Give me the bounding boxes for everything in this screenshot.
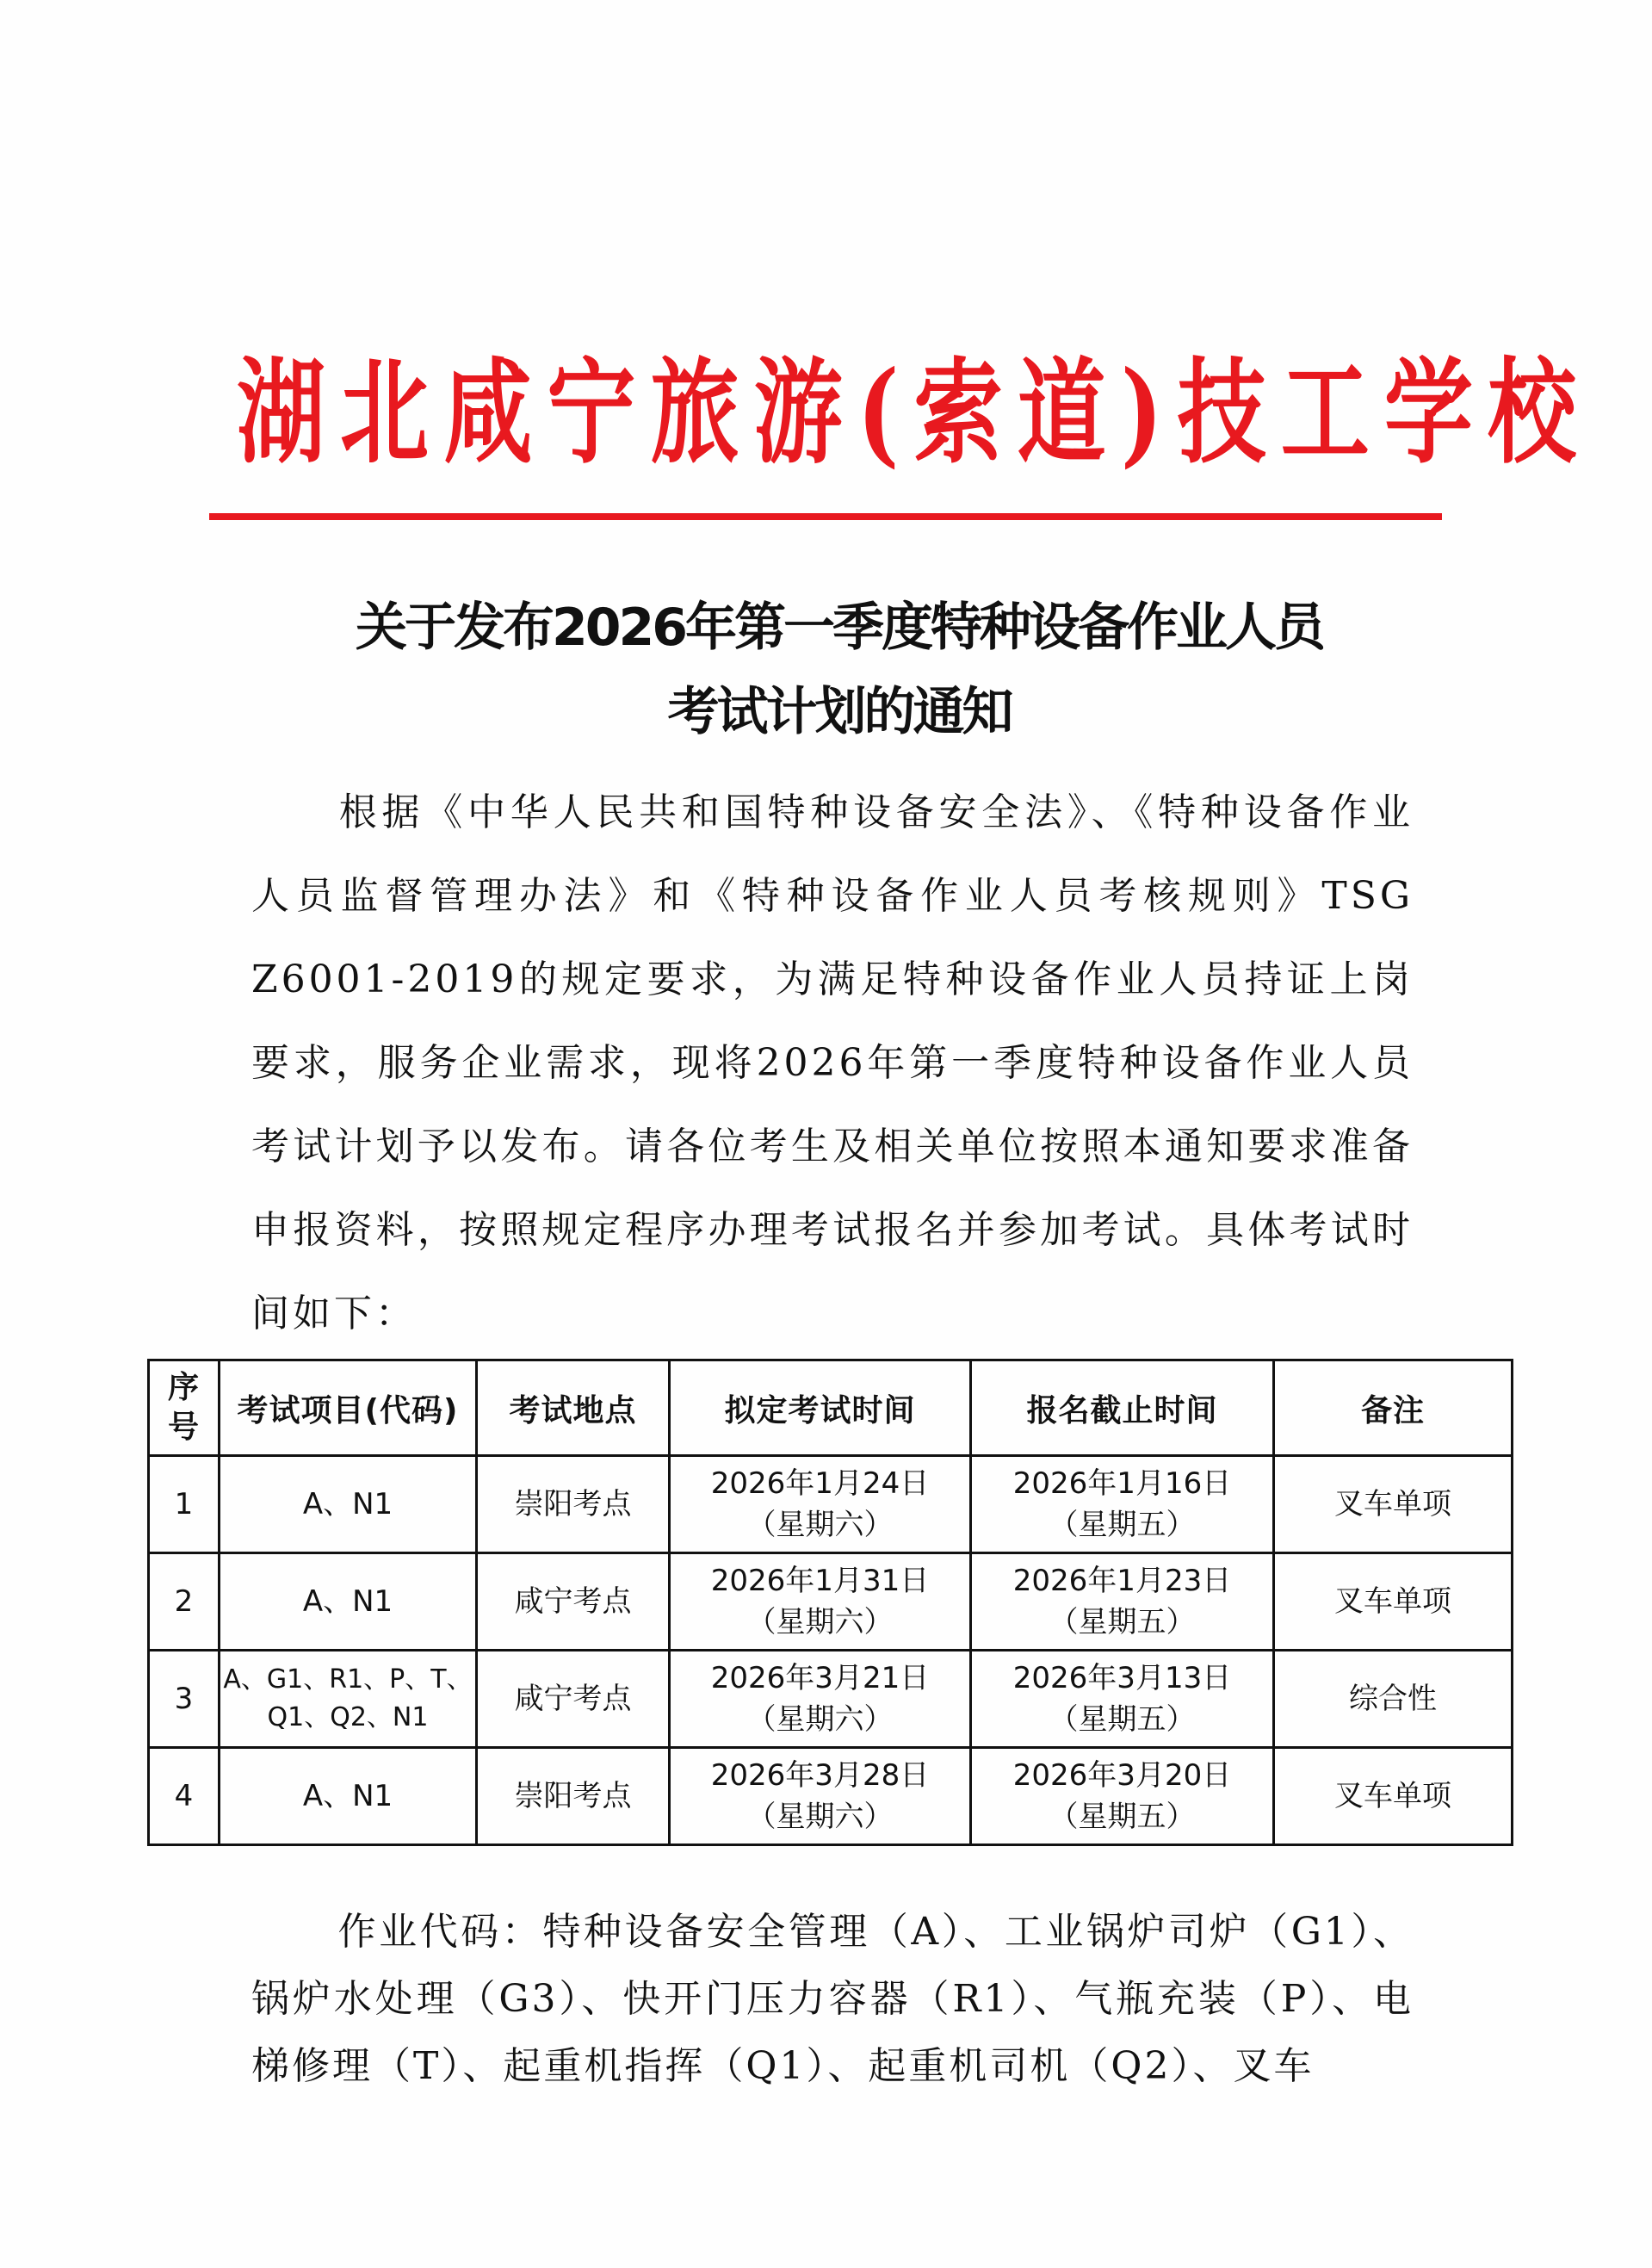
table-row <box>149 1553 1513 1651</box>
row-note: 叉车单项 <box>1274 1748 1513 1845</box>
header-items: 考试项目(代码) <box>220 1360 477 1456</box>
row-note: 叉车单项 <box>1274 1456 1513 1553</box>
row-no: 2 <box>149 1553 220 1651</box>
red-divider-line <box>209 513 1442 520</box>
table-row <box>149 1456 1513 1553</box>
row-exam-date: 2026年3月28日 （星期六） <box>670 1748 971 1845</box>
row-deadline: 2026年3月20日 （星期五） <box>971 1748 1274 1845</box>
header-deadline: 报名截止时间 <box>971 1360 1274 1456</box>
row-items: A、N1 <box>220 1456 477 1553</box>
row-location: 崇阳考点 <box>477 1456 670 1553</box>
row-location: 咸宁考点 <box>477 1553 670 1651</box>
row-exam-date: 2026年1月24日 （星期六） <box>670 1456 971 1553</box>
school-masthead <box>237 327 1592 499</box>
operation-codes-text: 作业代码：特种设备安全管理（A）、工业锅炉司炉（G1）、锅炉水处理（G3）、快开门压力容器（R1）、气瓶充装（P）、电梯修理（T）、起重机指挥（Q1）、起重机司机（Q2）、叉车 <box>251 1910 1414 2088</box>
header-exam-date: 拟定考试时间 <box>670 1360 971 1456</box>
row-items: A、G1、R1、P、T、 Q1、Q2、N1 <box>220 1651 477 1748</box>
header-location: 考试地点 <box>477 1360 670 1456</box>
table-row <box>149 1748 1513 1845</box>
operation-codes-paragraph <box>251 1899 1414 2100</box>
row-items: A、N1 <box>220 1553 477 1651</box>
header-no: 序号 <box>149 1360 220 1456</box>
table-header-row <box>149 1360 1513 1456</box>
notice-title-line-2: 考试计划的通知 <box>667 682 1012 742</box>
header-note: 备注 <box>1274 1360 1513 1456</box>
row-items: A、N1 <box>220 1748 477 1845</box>
row-note: 综合性 <box>1274 1651 1513 1748</box>
school-name: 湖北咸宁旅游(索道)技工学校 <box>237 346 1592 480</box>
row-location: 咸宁考点 <box>477 1651 670 1748</box>
row-no: 4 <box>149 1748 220 1845</box>
intro-paragraph-text: 根据《中华人民共和国特种设备安全法》、《特种设备作业人员监督管理办法》和《特种设备作业人员考核规则》TSG Z6001-2019的规定要求，为满足特种设备作业人员持证上岗要求，服务企业需求，现将2026年第一季度特种设备作业人员考试计划予以发布。请各位考生及相关单位按照本通知要求准备申报资料，按照规定程序办理考试报名并参加考试。具体考试时间如下： <box>251 790 1414 1335</box>
row-note: 叉车单项 <box>1274 1553 1513 1651</box>
row-deadline: 2026年1月23日 （星期五） <box>971 1553 1274 1651</box>
row-location: 崇阳考点 <box>477 1748 670 1845</box>
row-no: 3 <box>149 1651 220 1748</box>
notice-title <box>215 586 1463 754</box>
row-exam-date: 2026年3月21日 （星期六） <box>670 1651 971 1748</box>
exam-schedule-table <box>147 1359 1513 1846</box>
table-row <box>149 1651 1513 1748</box>
row-deadline: 2026年3月13日 （星期五） <box>971 1651 1274 1748</box>
row-no: 1 <box>149 1456 220 1553</box>
row-deadline: 2026年1月16日 （星期五） <box>971 1456 1274 1553</box>
intro-paragraph <box>251 771 1414 1355</box>
row-exam-date: 2026年1月31日 （星期六） <box>670 1553 971 1651</box>
notice-title-line-1: 关于发布2026年第一季度特种设备作业人员 <box>356 598 1323 658</box>
